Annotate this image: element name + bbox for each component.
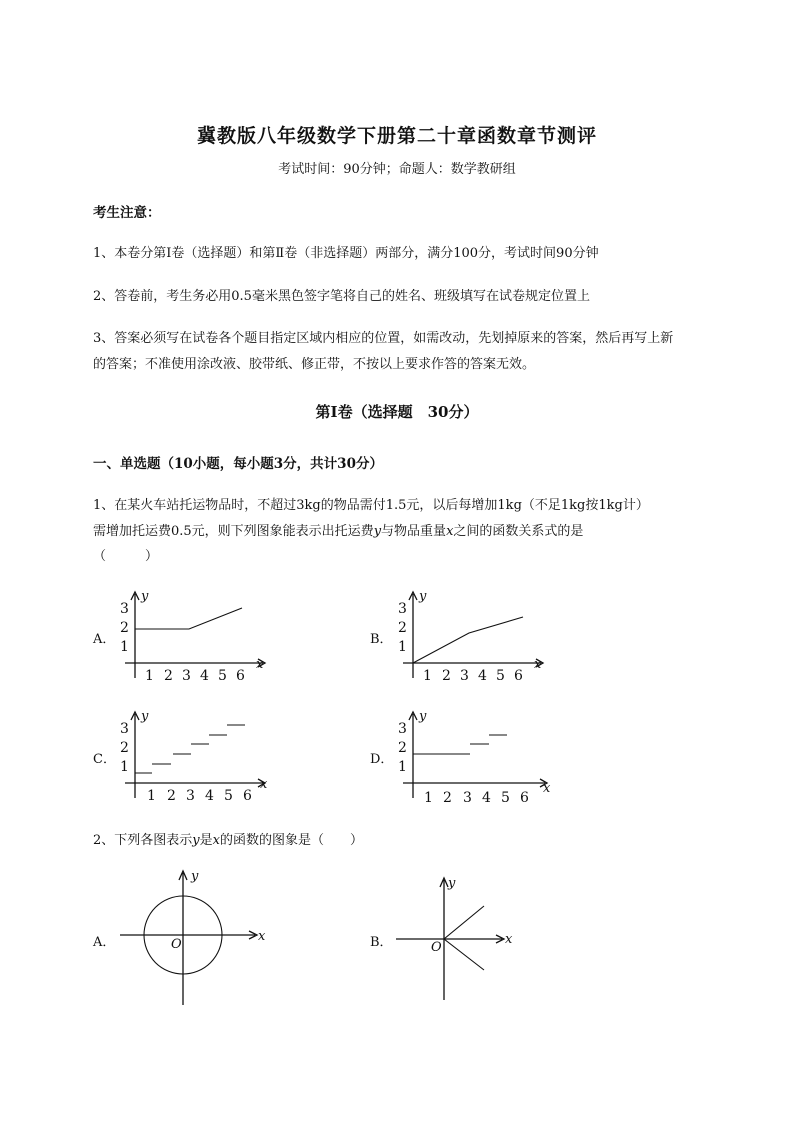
x-tick: 3	[182, 668, 191, 683]
page-title: 冀教版八年级数学下册第二十章函数章节测评	[196, 125, 597, 147]
x-axis-label: x	[534, 657, 542, 672]
q1-var-y: y	[373, 524, 382, 539]
q2-option-b-label: B．	[370, 935, 393, 950]
y-axis-label: y	[141, 709, 149, 724]
x-tick: 5	[501, 790, 510, 803]
q1-option-a-label: A．	[93, 632, 116, 647]
q1-text-b: 与物品重量	[381, 524, 447, 539]
part-one-heading: 一、单选题（10小题，每小题3分，共计30分）	[93, 456, 383, 472]
section-title: 第I卷（选择题 30分）	[315, 403, 479, 421]
q2-var-x: x	[212, 833, 220, 848]
y-tick: 1	[120, 759, 129, 775]
y-tick: 2	[120, 620, 129, 636]
x-tick: 5	[224, 788, 233, 803]
q2-graph-b	[390, 870, 530, 1005]
x-tick: 2	[442, 668, 451, 683]
x-tick: 3	[460, 668, 469, 683]
origin-label: O	[171, 937, 182, 952]
x-tick: 6	[236, 668, 245, 683]
q1-line-1: 1、在某火车站托运物品时，不超过3kg的物品需付1.5元，以后每增加1kg（不足1kg按1kg计）	[93, 498, 649, 513]
y-tick: 3	[398, 601, 407, 617]
y-tick: 3	[120, 721, 129, 737]
q1-graph-c	[115, 708, 275, 803]
notice-item-3-cont: 的答案；不准使用涂改液、胶带纸、修正带，不按以上要求作答的答案无效。	[93, 357, 536, 372]
y-tick: 2	[398, 740, 407, 756]
q2-option-a-label: A．	[93, 935, 116, 950]
x-axis-label: x	[505, 932, 513, 947]
q2-var-y: y	[192, 833, 200, 848]
q1-text-c: 之间的函数关系式的是	[453, 524, 584, 539]
x-tick: 6	[243, 788, 252, 803]
notice-item-3: 3、答案必须写在试卷各个题目指定区域内相应的位置，如需改动，先划掉原来的答案，然后再写上新	[93, 331, 674, 346]
step-segments	[413, 735, 507, 754]
y-axis-label: y	[419, 709, 427, 724]
x-axis-label: x	[256, 657, 264, 672]
q2-graph-a	[115, 865, 275, 1010]
x-tick: 4	[482, 790, 491, 803]
y-tick: 1	[398, 759, 407, 775]
q2-text-b: 是	[199, 833, 213, 848]
y-tick: 1	[120, 639, 129, 655]
y-tick-labels	[398, 721, 407, 775]
x-tick: 6	[520, 790, 529, 803]
q1-graph-d	[393, 708, 558, 803]
y-tick: 3	[398, 721, 407, 737]
x-tick: 5	[218, 668, 227, 683]
x-tick: 5	[496, 668, 505, 683]
q1-graph-b	[393, 588, 553, 683]
q2-text-c: 的函数的图象是（ ）	[220, 833, 364, 848]
q1-line-2	[93, 520, 583, 539]
x-tick-labels	[424, 790, 529, 803]
x-tick-labels	[145, 668, 245, 683]
x-tick-labels	[147, 788, 252, 803]
x-tick: 2	[167, 788, 176, 803]
x-tick: 4	[200, 668, 209, 683]
origin-label: O	[431, 940, 442, 955]
rays	[444, 906, 484, 970]
y-tick: 3	[120, 601, 129, 617]
y-axis-label: y	[419, 589, 427, 604]
y-tick-labels	[120, 601, 129, 655]
step-segments	[135, 725, 245, 773]
x-axis-label: x	[258, 929, 266, 944]
x-tick: 6	[514, 668, 523, 683]
x-tick: 1	[147, 788, 156, 803]
y-tick: 2	[120, 740, 129, 756]
x-tick: 4	[205, 788, 214, 803]
q1-text-a: 需增加托运费0.5元，则下列图象能表示出托运费	[93, 524, 374, 539]
y-axis-label: y	[141, 589, 149, 604]
x-tick: 2	[443, 790, 452, 803]
x-tick: 3	[186, 788, 195, 803]
notice-heading: 考生注意：	[93, 205, 161, 221]
graph-line	[135, 608, 242, 629]
q1-option-b-label: B．	[370, 632, 393, 647]
x-axis-label: x	[543, 781, 551, 796]
x-tick: 2	[164, 668, 173, 683]
notice-item-2: 2、答卷前，考生务必用0.5毫米黑色签字笔将自己的姓名、班级填写在试卷规定位置上	[93, 289, 590, 304]
q1-answer-blank: （ ）	[93, 549, 159, 564]
exam-info: 考试时间：90分钟；命题人：数学教研组	[278, 162, 516, 177]
x-tick-labels	[423, 668, 523, 683]
x-tick: 1	[423, 668, 432, 683]
q2-stem	[93, 829, 363, 848]
y-axis-label: y	[191, 869, 199, 884]
x-tick: 1	[424, 790, 433, 803]
q1-graph-a	[115, 588, 275, 683]
x-axis-label: x	[260, 777, 268, 792]
x-tick: 1	[145, 668, 154, 683]
y-tick-labels	[398, 601, 407, 655]
y-tick: 1	[398, 639, 407, 655]
y-tick-labels	[120, 721, 129, 775]
q2-text-a: 2、下列各图表示	[93, 833, 193, 848]
q1-option-c-label: C．	[93, 752, 116, 767]
notice-item-1: 1、本卷分第I卷（选择题）和第Ⅱ卷（非选择题）两部分，满分100分，考试时间90分钟	[93, 246, 599, 261]
x-tick: 3	[463, 790, 472, 803]
q1-option-d-label: D．	[370, 752, 394, 767]
y-axis-label: y	[448, 876, 456, 891]
x-tick: 4	[478, 668, 487, 683]
q1-var-x: x	[446, 524, 454, 539]
y-tick: 2	[398, 620, 407, 636]
graph-line	[413, 617, 523, 663]
